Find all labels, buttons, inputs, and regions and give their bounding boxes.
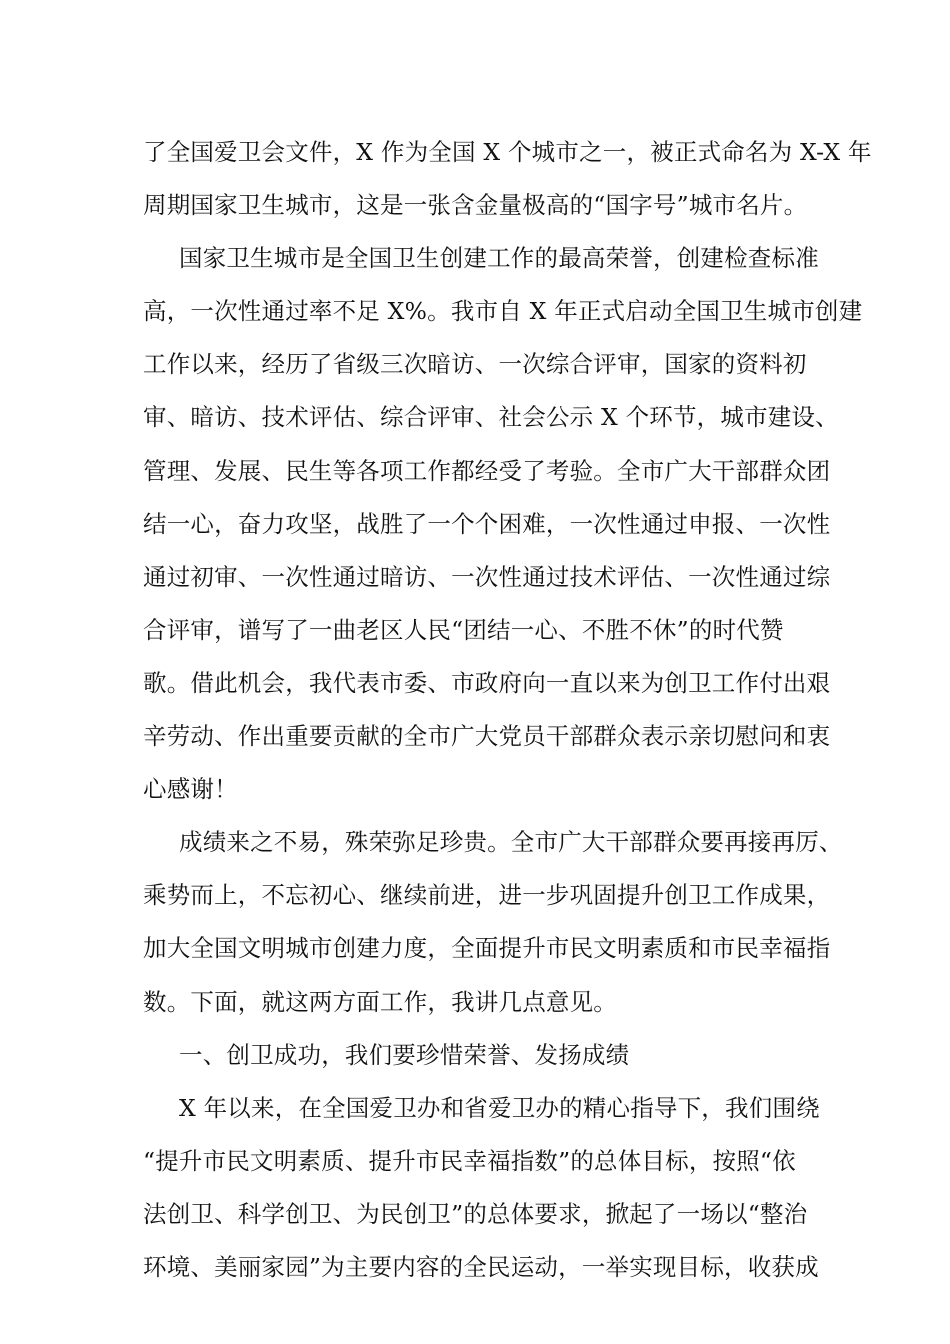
text-line: 心感谢！	[143, 775, 238, 804]
paragraph-start-line: 国家卫生城市是全国卫生创建工作的最高荣誉，创建检查标准	[179, 244, 819, 273]
text-line: 歌。借此机会，我代表市委、市政府向一直以来为创卫工作付出艰	[143, 668, 831, 697]
text-line: 了全国爱卫会文件，X 作为全国 X 个城市之一，被正式命名为 X-X 年	[143, 138, 872, 166]
text-line: 结一心，奋力攻坚，战胜了一个个困难，一次性通过申报、一次性	[143, 509, 831, 538]
text-line: “提升市民文明素质、提升市民幸福指数”的总体目标，按照“依	[143, 1146, 796, 1175]
section-heading: 一、创卫成功，我们要珍惜荣誉、发扬成绩	[179, 1040, 630, 1069]
text-line: 审、暗访、技术评估、综合评审、社会公示 X 个环节，城市建设、	[143, 403, 839, 432]
text-line: 高，一次性通过率不足 X%。我市自 X 年正式启动全国卫生城市创建	[143, 297, 863, 326]
text-line: 加大全国文明城市创建力度，全面提升市民文明素质和市民幸福指	[143, 934, 831, 963]
text-line: 环境、美丽家园”为主要内容的全民运动，一举实现目标，收获成	[143, 1252, 819, 1281]
text-line: 工作以来，经历了省级三次暗访、一次综合评审，国家的资料初	[143, 350, 807, 379]
text-line: 通过初审、一次性通过暗访、一次性通过技术评估、一次性通过综	[143, 562, 831, 591]
text-line: 乘势而上，不忘初心、继续前进，进一步巩固提升创卫工作成果，	[143, 881, 831, 910]
text-line: 合评审，谱写了一曲老区人民“团结一心、不胜不休”的时代赞	[143, 615, 784, 644]
paragraph-start-line: 成绩来之不易，殊荣弥足珍贵。全市广大干部群众要再接再厉、	[179, 828, 843, 857]
text-line: 法创卫、科学创卫、为民创卫”的总体要求，掀起了一场以“整治	[143, 1199, 808, 1228]
text-line: 周期国家卫生城市，这是一张含金量极高的“国字号”城市名片。	[143, 191, 808, 220]
text-line: 管理、发展、民生等各项工作都经受了考验。全市广大干部群众团	[143, 456, 831, 485]
paragraph-start-line: X 年以来，在全国爱卫办和省爱卫办的精心指导下，我们围绕	[179, 1093, 820, 1122]
body-text	[143, 126, 872, 1294]
text-line: 数。下面，就这两方面工作，我讲几点意见。	[143, 987, 617, 1016]
text-line: 辛劳动、作出重要贡献的全市广大党员干部群众表示亲切慰问和衷	[143, 722, 831, 751]
